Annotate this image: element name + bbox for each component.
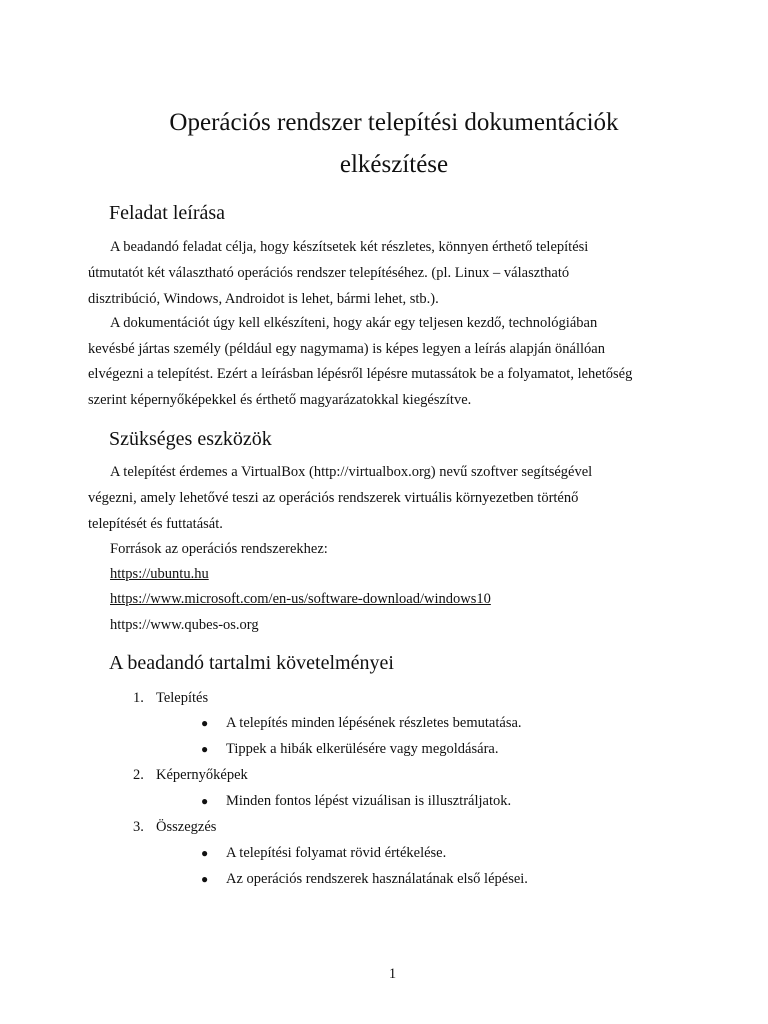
paragraph-line: telepítését és futtatását. bbox=[88, 516, 223, 532]
list-item-number: 2. bbox=[133, 767, 144, 783]
bullet-item: Az operációs rendszerek használatának első lépései. bbox=[226, 871, 528, 887]
paragraph-line: útmutatót két választható operációs rendszer telepítéséhez. (pl. Linux – választható bbox=[88, 265, 570, 281]
bullet-item: A telepítési folyamat rövid értékelése. bbox=[226, 845, 447, 861]
list-item-number: 3. bbox=[133, 819, 144, 835]
paragraph-line: szerint képernyőképekkel és érthető magyarázatokkal kiegészítve. bbox=[88, 392, 472, 408]
bullet-item: Minden fontos lépést vizuálisan is illusztráljatok. bbox=[226, 793, 512, 809]
list-item-number: 1. bbox=[133, 690, 144, 706]
section-heading-required-tools: Szükséges eszközök bbox=[109, 428, 272, 450]
link-microsoft-windows10[interactable]: https://www.microsoft.com/en-us/software-download/windows10 bbox=[110, 591, 491, 607]
link-qubes-os: https://www.qubes-os.org bbox=[110, 617, 259, 633]
section-heading-task-description: Feladat leírása bbox=[109, 202, 226, 224]
paragraph-line: végezni, amely lehetővé teszi az operációs rendszerek virtuális környezetben történő bbox=[88, 490, 579, 506]
bullet-icon: ● bbox=[201, 794, 209, 808]
paragraph-line: A telepítést érdemes a VirtualBox (http://virtualbox.org) nevű szoftver segítségével bbox=[110, 464, 593, 480]
page-number: 1 bbox=[388, 966, 397, 982]
bullet-item: Tippek a hibák elkerülésére vagy megoldására. bbox=[226, 741, 499, 757]
paragraph-line: kevésbé jártas személy (például egy nagymama) is képes legyen a leírás alapján önállóan bbox=[88, 341, 605, 357]
list-item-label-summary: Összegzés bbox=[156, 819, 217, 835]
paragraph-line: elvégezni a telepítést. Ezért a leírásban lépésről lépésre mutassátok be a folyamatot, lehetőség bbox=[88, 366, 633, 382]
paragraph-line: Források az operációs rendszerekhez: bbox=[110, 541, 328, 557]
bullet-icon: ● bbox=[201, 846, 209, 860]
document-title-line-2: elkészítése bbox=[339, 151, 449, 178]
bullet-icon: ● bbox=[201, 742, 209, 756]
paragraph-line: disztribúció, Windows, Androidot is lehet, bármi lehet, stb.). bbox=[88, 291, 439, 307]
bullet-icon: ● bbox=[201, 872, 209, 886]
paragraph-line: A beadandó feladat célja, hogy készítsetek két részletes, könnyen érthető telepítési bbox=[110, 239, 589, 255]
paragraph-line: A dokumentációt úgy kell elkészíteni, hogy akár egy teljesen kezdő, technológiában bbox=[110, 315, 598, 331]
bullet-item: A telepítés minden lépésének részletes bemutatása. bbox=[226, 715, 522, 731]
link-ubuntu[interactable]: https://ubuntu.hu bbox=[110, 566, 209, 582]
document-title-line-1: Operációs rendszer telepítési dokumentációk bbox=[169, 109, 619, 136]
section-heading-content-requirements: A beadandó tartalmi követelményei bbox=[109, 652, 394, 674]
bullet-icon: ● bbox=[201, 716, 209, 730]
list-item-label-installation: Telepítés bbox=[156, 690, 209, 706]
list-item-label-screenshots: Képernyőképek bbox=[156, 767, 248, 783]
